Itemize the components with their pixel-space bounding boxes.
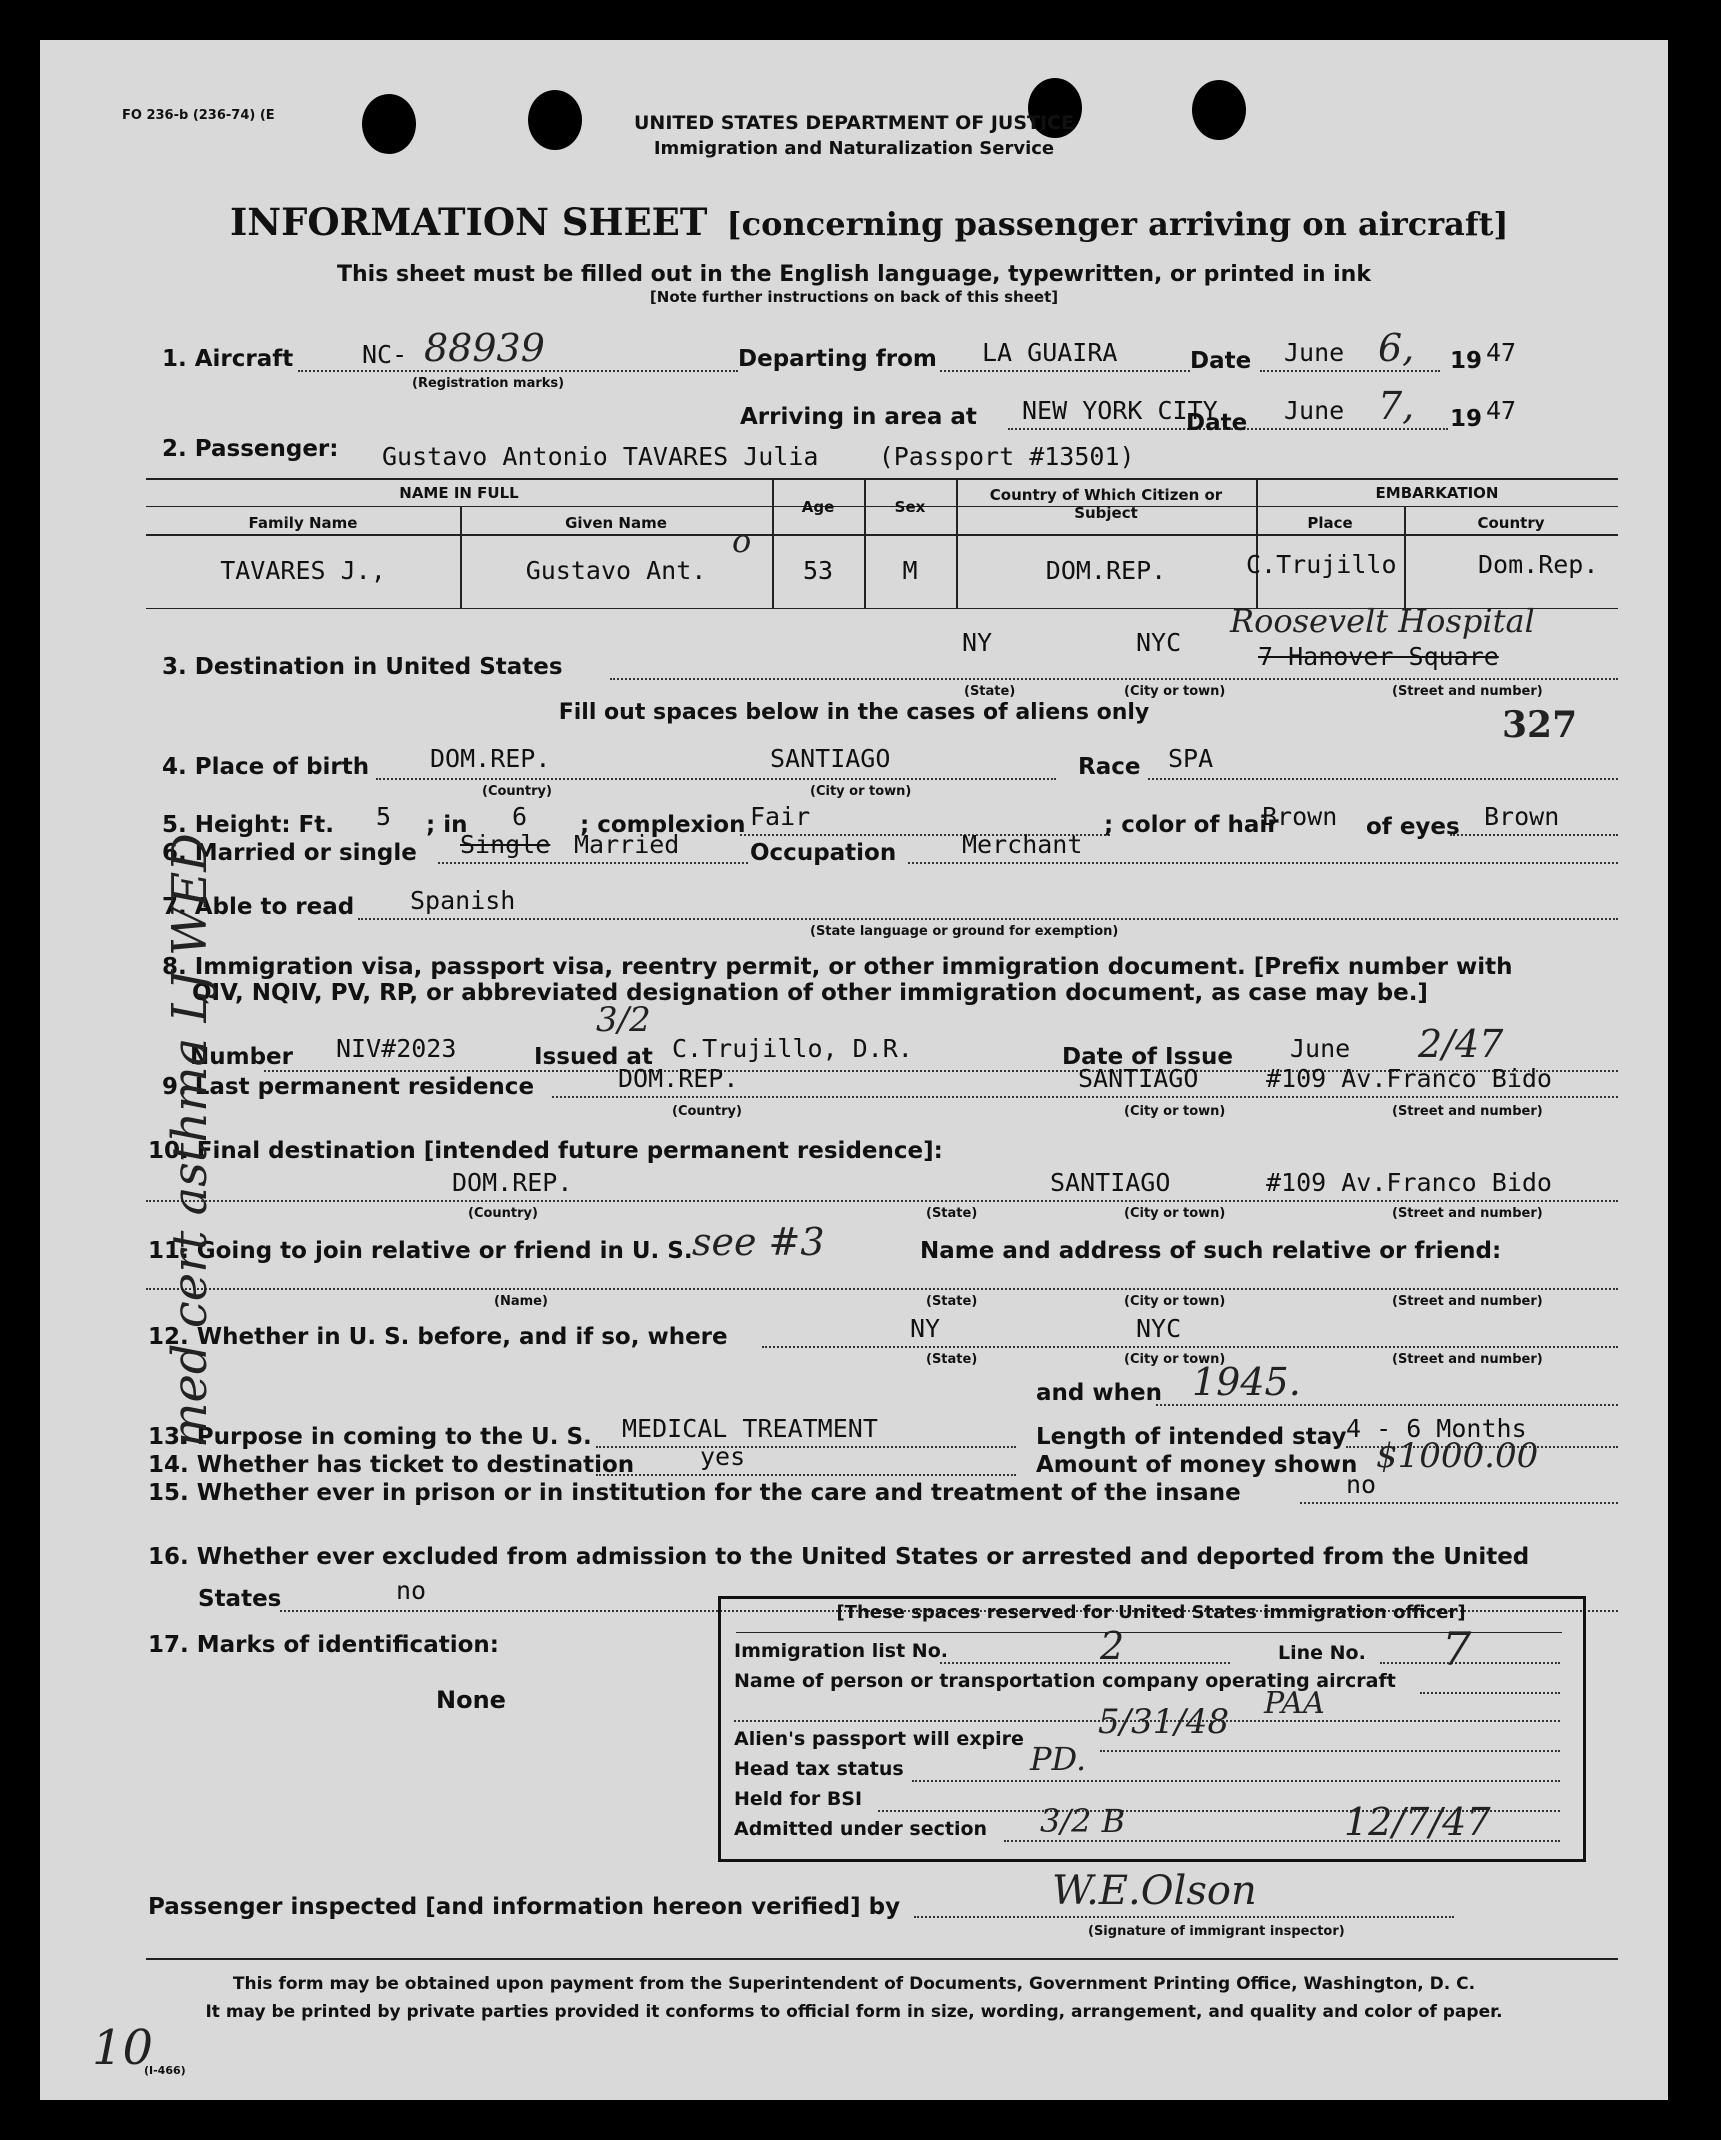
destination-handwritten: Roosevelt Hospital <box>1230 602 1535 640</box>
margin-note: med cert asthma LJ WED <box>162 833 218 1448</box>
street-caption: (Street and number) <box>1392 684 1543 699</box>
destination-state: NY <box>962 628 993 657</box>
relative-city-caption: (City or town) <box>1124 1294 1226 1309</box>
date-of-issue-hand: 2/47 <box>1418 1022 1504 1066</box>
footer-line-2: It may be printed by private parties provided it conforms to official form in size, wording, arrangement, and quality and color of paper. <box>205 2002 1503 2022</box>
eyes-label: of eyes <box>1366 814 1460 840</box>
marital-status: Married <box>574 830 680 859</box>
embarkation-header: EMBARKATION <box>1375 484 1499 502</box>
given-name-header: Given Name <box>565 514 667 532</box>
departing-from: LA GUAIRA <box>982 338 1118 367</box>
hair-label: ; color of hair <box>1104 812 1279 838</box>
departure-year: 47 <box>1486 338 1517 367</box>
country-header: Country <box>1477 514 1545 532</box>
city-caption: (City or town) <box>1124 684 1226 699</box>
arrival-date-label: Date <box>1186 410 1248 436</box>
language-value: Spanish <box>410 886 516 915</box>
citizen-header: Country of Which Citizen or Subject <box>989 486 1223 522</box>
residence-city-caption: (City or town) <box>1124 1104 1226 1119</box>
race-value: SPA <box>1168 744 1214 773</box>
form-subtitle: [concerning passenger arriving on aircraft] <box>726 205 1509 243</box>
operator-label: Name of person or transportation company operating aircraft <box>734 1670 1396 1692</box>
identification-value: None <box>436 1686 506 1714</box>
instruction-text: This sheet must be filled out in the English language, typewritten, or printed in ink <box>337 262 1371 287</box>
line-no-value: 7 <box>1442 1622 1472 1676</box>
residence-country-caption: (Country) <box>672 1104 742 1119</box>
hair-value: Brown <box>1262 802 1338 831</box>
age-value: 53 <box>802 556 834 585</box>
aliens-only-heading: Fill out spaces below in the cases of aliens only <box>558 700 1150 725</box>
page-number: 327 <box>1502 704 1578 746</box>
department-heading: UNITED STATES DEPARTMENT OF JUSTICE <box>634 112 1074 134</box>
issued-at: C.Trujillo, D.R. <box>672 1034 913 1063</box>
money-value: $1000.00 <box>1376 1436 1539 1476</box>
relative-state-caption: (State) <box>926 1294 978 1309</box>
birth-country-caption: (Country) <box>482 784 552 799</box>
ticket-value: yes <box>700 1442 746 1471</box>
when-label: and when <box>1036 1380 1162 1406</box>
previous-city: NYC <box>1136 1314 1182 1343</box>
aircraft-prefix: NC- <box>362 340 408 369</box>
list-no-value: 2 <box>1100 1624 1125 1668</box>
eyes-value: Brown <box>1484 802 1560 831</box>
inspector-signature: W.E.Olson <box>1052 1868 1257 1914</box>
arriving-at: NEW YORK CITY <box>1022 396 1218 425</box>
stay-label: Length of intended stay <box>1036 1424 1347 1450</box>
previous-street-caption: (Street and number) <box>1392 1352 1543 1367</box>
sex-header: Sex <box>894 498 926 516</box>
previous-when: 1945. <box>1192 1360 1301 1404</box>
q2-label: 2. Passenger: <box>162 436 339 462</box>
relative-street-caption: (Street and number) <box>1392 1294 1543 1309</box>
final-country: DOM.REP. <box>452 1168 573 1197</box>
document-number-hand: 3/2 <box>596 1000 651 1040</box>
q14-label: 14. Whether has ticket to destination <box>148 1452 635 1478</box>
date-of-issue-label: Date of Issue <box>1062 1044 1233 1070</box>
document-number: NIV#2023 <box>336 1034 457 1063</box>
previous-city-caption: (City or town) <box>1124 1352 1226 1367</box>
final-city: SANTIAGO <box>1050 1168 1171 1197</box>
place-header: Place <box>1307 514 1353 532</box>
q11-label-2: Name and address of such relative or friend: <box>920 1238 1502 1264</box>
title-row <box>230 200 1509 244</box>
arrival-month: June <box>1284 396 1345 425</box>
q16-label-2: States <box>198 1586 282 1612</box>
issued-at-label: Issued at <box>534 1044 653 1070</box>
arrival-year-label: 19 <box>1450 406 1483 432</box>
complexion-value: Fair <box>750 802 811 831</box>
prison-value: no <box>1346 1470 1377 1499</box>
q8-label: 8. Immigration visa, passport visa, reentry permit, or other immigration document. [Prefix number with <box>162 954 1513 980</box>
information-sheet <box>40 40 1668 2100</box>
birth-city-caption: (City or town) <box>810 784 912 799</box>
q3-label: 3. Destination in United States <box>162 654 563 680</box>
previous-state-caption: (State) <box>926 1352 978 1367</box>
embarkation-country-value: Dom.Rep. <box>1478 550 1599 579</box>
relative-name-caption: (Name) <box>494 1294 548 1309</box>
previous-state: NY <box>910 1314 941 1343</box>
residence-street-caption: (Street and number) <box>1392 1104 1543 1119</box>
citizen-value: DOM.REP. <box>1045 556 1167 585</box>
q13-label: 13. Purpose in coming to the U. S. <box>148 1424 592 1450</box>
departure-date-label: Date <box>1190 348 1252 374</box>
signature-caption: (Signature of immigrant inspector) <box>1088 1924 1345 1939</box>
operator-value: PAA <box>1264 1686 1325 1721</box>
excluded-value: no <box>396 1576 427 1605</box>
arrival-year: 47 <box>1486 396 1517 425</box>
passport-expire-label: Alien's passport will expire <box>734 1728 1024 1750</box>
single-struck: Single <box>460 830 551 859</box>
name-in-full-header: NAME IN FULL <box>399 484 519 502</box>
list-no-label: Immigration list No. <box>734 1640 948 1662</box>
family-name-value: TAVARES J., <box>220 556 386 585</box>
registration-caption: (Registration marks) <box>412 376 565 391</box>
corner-number: 10 <box>92 2020 154 2076</box>
arriving-label: Arriving in area at <box>740 404 977 430</box>
q15-label: 15. Whether ever in prison or in institution for the care and treatment of the insane <box>148 1480 1241 1506</box>
final-street-caption: (Street and number) <box>1392 1206 1543 1221</box>
height-inches: 6 <box>512 802 528 831</box>
sex-value: M <box>902 556 918 585</box>
destination-street: 7 Hanover Square <box>1258 642 1499 671</box>
head-tax-label: Head tax status <box>734 1758 904 1780</box>
final-street: #109 Av.Franco Bido <box>1266 1168 1552 1197</box>
departing-label: Departing from <box>738 346 937 372</box>
height-feet: 5 <box>376 802 392 831</box>
final-country-caption: (Country) <box>468 1206 538 1221</box>
given-name-value: Gustavo Ant. <box>525 556 707 585</box>
final-city-caption: (City or town) <box>1124 1206 1226 1221</box>
form-code: FO 236-b (236-74) (E <box>122 108 275 123</box>
occupation-value: Merchant <box>962 830 1083 859</box>
destination-city: NYC <box>1136 628 1182 657</box>
instruction-note: [Note further instructions on back of this sheet] <box>649 288 1059 306</box>
embarkation-place-value: C.Trujillo <box>1246 550 1397 579</box>
occupation-label: Occupation <box>750 840 897 866</box>
q6-label: 6. Married or single <box>162 840 417 866</box>
admitted-section: 3/2 B <box>1040 1802 1126 1840</box>
q9-label: 9. Last permanent residence <box>162 1074 535 1100</box>
head-tax-value: PD. <box>1030 1740 1087 1778</box>
passport-expire-value: 5/31/48 <box>1098 1702 1230 1742</box>
inches-label: ; in <box>426 812 468 838</box>
admitted-date: 12/7/47 <box>1344 1800 1491 1844</box>
bsi-label: Held for BSI <box>734 1788 863 1810</box>
q16-label: 16. Whether ever excluded from admission to the United States or arrested and deported from the United <box>148 1544 1530 1570</box>
race-label: Race <box>1078 754 1141 780</box>
form-number: (I-466) <box>144 2064 186 2077</box>
departure-month: June <box>1284 338 1345 367</box>
q8-label-2: QIV, NQIV, PV, RP, or abbreviated designation of other immigration document, as case may be.] <box>192 980 1428 1006</box>
final-state-caption: (State) <box>926 1206 978 1221</box>
complexion-label: ; complexion <box>580 812 746 838</box>
q1-label: 1. Aircraft <box>162 346 294 372</box>
admitted-label: Admitted under section <box>734 1818 988 1840</box>
q4-label: 4. Place of birth <box>162 754 370 780</box>
q7-label: 7. Able to read <box>162 894 355 920</box>
money-label: Amount of money shown <box>1036 1452 1358 1478</box>
state-caption: (State) <box>964 684 1016 699</box>
form-title: INFORMATION SHEET <box>230 200 708 244</box>
birth-city: SANTIAGO <box>770 744 891 773</box>
arrival-day: 7, <box>1378 384 1415 428</box>
q5-label: 5. Height: Ft. <box>162 812 334 838</box>
language-caption: (State language or ground for exemption) <box>810 924 1119 939</box>
family-name-header: Family Name <box>248 514 358 532</box>
passenger-name: Gustavo Antonio TAVARES Julia (Passport #13501) <box>382 442 1135 471</box>
departure-year-label: 19 <box>1450 348 1483 374</box>
age-correction-mark: o <box>732 522 752 560</box>
line-no-label: Line No. <box>1278 1642 1366 1664</box>
inspection-label: Passenger inspected [and information hereon verified] by <box>148 1894 901 1920</box>
q11-label: 11. Going to join relative or friend in U. S. <box>148 1238 693 1264</box>
q17-label: 17. Marks of identification: <box>148 1632 499 1658</box>
purpose-value: MEDICAL TREATMENT <box>622 1414 878 1443</box>
departure-day: 6, <box>1378 326 1415 370</box>
residence-city: SANTIAGO <box>1078 1064 1199 1093</box>
birth-country: DOM.REP. <box>430 744 551 773</box>
residence-country: DOM.REP. <box>618 1064 739 1093</box>
join-relative-hand: see #3 <box>692 1220 825 1264</box>
footer-line-1: This form may be obtained upon payment from the Superintendent of Documents, Government Printing Office, Washington, D. C. <box>232 1974 1476 1994</box>
document-number-label: Number <box>190 1044 293 1070</box>
residence-street: #109 Av.Franco Bido <box>1266 1064 1552 1093</box>
q12-label: 12. Whether in U. S. before, and if so, where <box>148 1324 728 1350</box>
aircraft-number: 88939 <box>424 326 545 370</box>
date-of-issue-month: June <box>1290 1034 1351 1063</box>
officer-box-header: [These spaces reserved for United States immigration officer] <box>836 1602 1466 1623</box>
q10-label: 10. Final destination [intended future permanent residence]: <box>148 1138 943 1164</box>
age-header: Age <box>801 498 835 516</box>
stay-value: 4 - 6 Months <box>1346 1414 1527 1443</box>
service-heading: Immigration and Naturalization Service <box>653 138 1055 159</box>
